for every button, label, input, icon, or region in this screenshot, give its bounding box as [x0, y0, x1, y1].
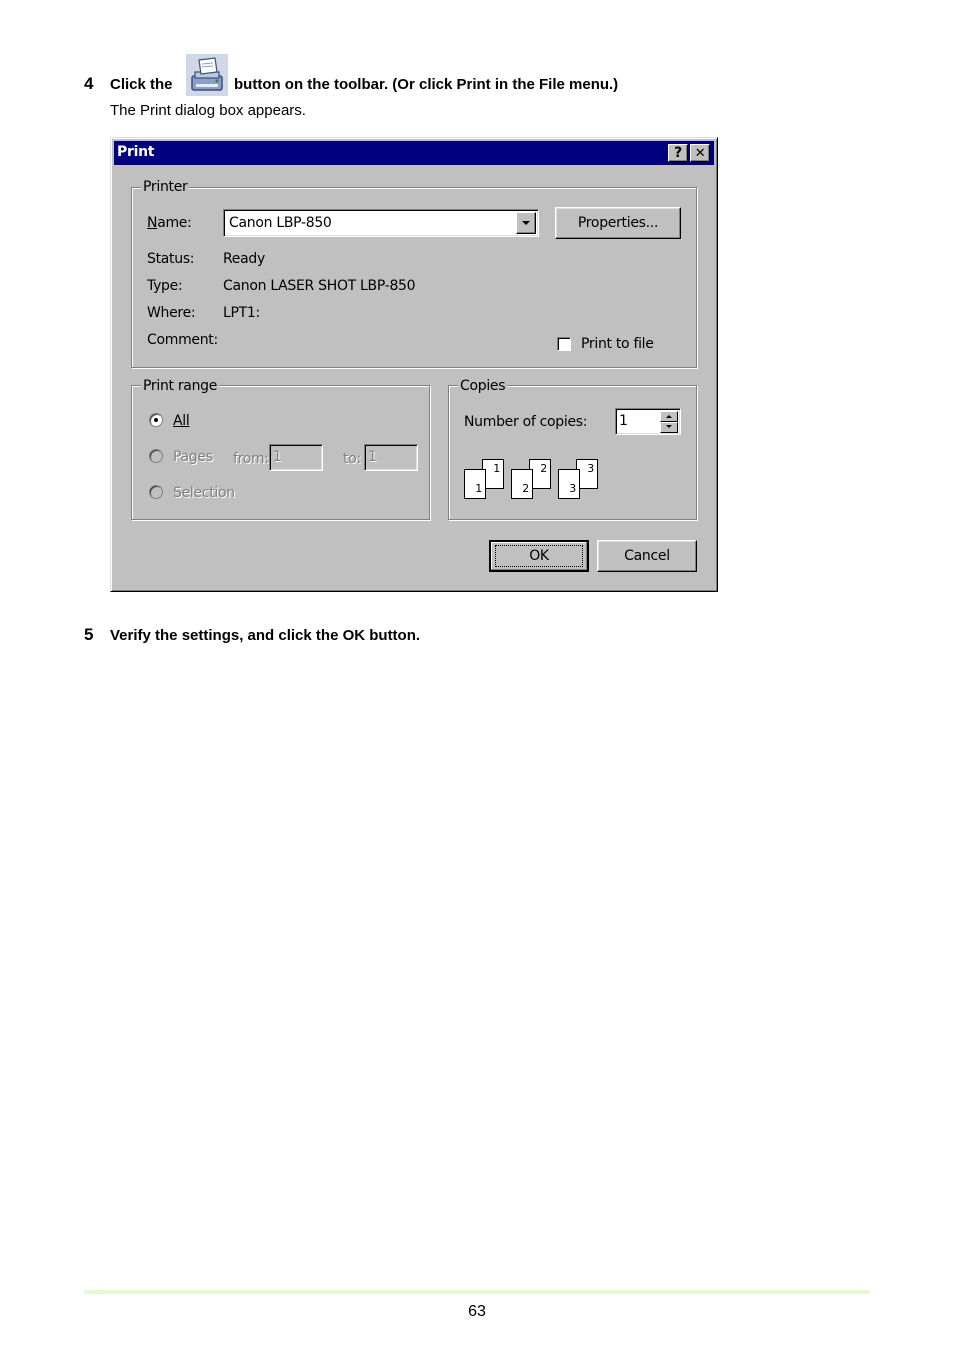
spin-up-button[interactable]: [660, 411, 678, 422]
from-input[interactable]: [269, 444, 323, 471]
printer-name-value: Canon LBP-850: [229, 215, 332, 231]
close-button[interactable]: [690, 144, 710, 162]
comment-label: Comment:: [147, 332, 218, 348]
collate-page-front: 3: [558, 469, 580, 499]
printer-name-dropdown[interactable]: [223, 209, 539, 237]
arrow-up-icon: [661, 412, 677, 421]
step-4-text-after: button on the toolbar. (Or click Print in the File menu.): [234, 76, 619, 93]
copies-group: [448, 385, 697, 520]
selection-radio-label[interactable]: Selection: [173, 485, 235, 501]
collate-page-back: 3: [576, 459, 598, 489]
cancel-button-label: Cancel: [624, 548, 670, 564]
page-number: 63: [468, 1303, 486, 1320]
dropdown-button[interactable]: [516, 212, 536, 234]
to-input[interactable]: [364, 444, 418, 471]
print-icon: [186, 54, 228, 96]
print-range-label: Print range: [143, 378, 218, 394]
cancel-button[interactable]: [597, 540, 697, 572]
print-to-file-checkbox[interactable]: [557, 337, 571, 351]
chevron-down-icon: [517, 213, 535, 233]
where-label: Where:: [147, 305, 196, 321]
collate-page-back: 1: [482, 459, 504, 489]
selection-radio[interactable]: [149, 485, 163, 499]
step-4-text-before: Click the: [110, 76, 173, 93]
ok-button-label: OK: [529, 548, 549, 564]
collate-page-front: 1: [464, 469, 486, 499]
step-4-subtext: The Print dialog box appears.: [110, 102, 306, 119]
all-radio-label[interactable]: All: [173, 413, 190, 429]
arrow-down-icon: [661, 423, 677, 432]
status-value: Ready: [223, 251, 265, 267]
help-button[interactable]: ?: [668, 144, 688, 162]
printer-group-label: Printer: [143, 179, 188, 195]
from-label: from:: [233, 451, 269, 467]
to-value: 1: [368, 449, 377, 465]
where-value: LPT1:: [223, 305, 260, 321]
type-value: Canon LASER SHOT LBP-850: [223, 278, 416, 294]
copies-value: 1: [619, 413, 628, 429]
dialog-title: Print: [117, 144, 155, 160]
properties-button-label: Properties...: [577, 215, 659, 231]
properties-button[interactable]: [555, 207, 681, 239]
number-of-copies-label: Number of copies:: [464, 414, 588, 430]
footer-divider: [84, 1290, 870, 1294]
all-radio[interactable]: [149, 413, 163, 427]
status-label: Status:: [147, 251, 195, 267]
ok-button[interactable]: [489, 540, 589, 572]
from-value: 1: [273, 449, 282, 465]
dialog-titlebar[interactable]: [114, 141, 714, 165]
spin-down-button[interactable]: [660, 422, 678, 433]
step-4-number: 4: [84, 74, 94, 93]
collate-page-front: 2: [511, 469, 533, 499]
collate-page-back: 2: [529, 459, 551, 489]
print-to-file-label[interactable]: Print to file: [581, 336, 654, 352]
step-5-text: Verify the settings, and click the OK button.: [110, 627, 421, 644]
copies-spinner[interactable]: [615, 408, 681, 435]
type-label: Type:: [147, 278, 183, 294]
copies-group-label: Copies: [460, 378, 506, 394]
name-label: Name:: [147, 215, 192, 231]
pages-radio-label[interactable]: Pages: [173, 449, 213, 465]
print-dialog: [110, 137, 718, 592]
pages-radio[interactable]: [149, 449, 163, 463]
close-icon: ✕: [694, 146, 706, 161]
to-label: to:: [343, 451, 361, 467]
step-5-number: 5: [84, 625, 94, 644]
